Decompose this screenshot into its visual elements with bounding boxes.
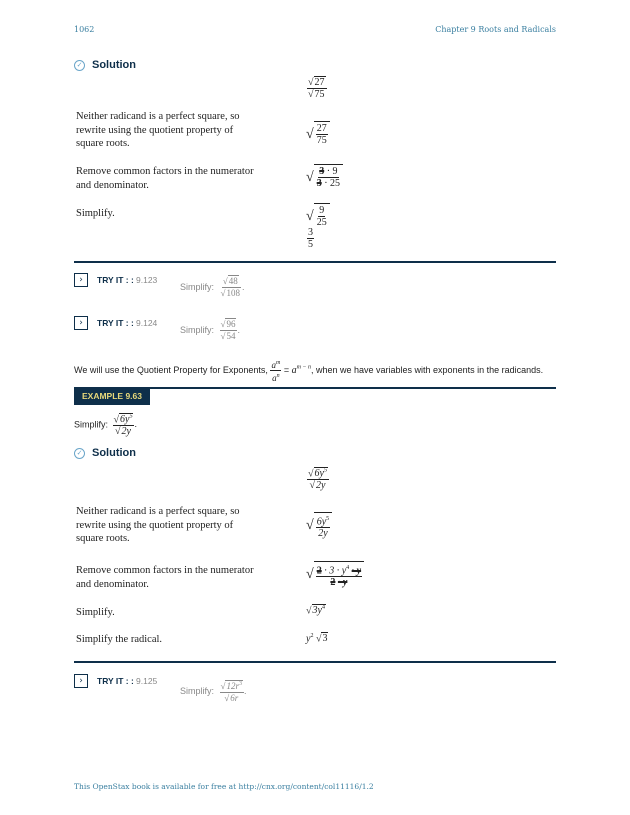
chevron-right-icon[interactable]: › [74,316,88,330]
try-it-prompt: Simplify: $\frac{√48}{√108}$ . [180,276,245,298]
try-it-label: TRY IT : : [97,275,134,285]
ex1-step-2-expr: √ $\frac{3 \cdot 9}{3 \cdot 25}$ [306,164,343,192]
try-it-number: 9.124 [136,318,158,328]
ex1-start-expr: $\frac{√27}{√75}$ [308,77,325,100]
ex2-step-4-expr: $y^2$ √3 [306,633,328,645]
ex2-step-1-text: Neither radicand is a perfect square, so rewrite using the quotient property of square roots. [76,506,240,544]
ex2-step-2-text: Remove common factors in the numerator and denominator. [76,565,254,590]
example-badge: EXAMPLE 9.63 [74,388,150,405]
try-it-number: 9.125 [136,676,158,686]
quotient-property-paragraph: We will use the Quotient Property for Exponents, $\frac{a^m}{a^n}$ = $a^{m - n}$, when we have variables with exponents in the radicands. [74,360,544,383]
example-divider [74,387,556,389]
ex2-step-3-expr: $√3y^4$ [306,605,325,617]
ex2-start-expr: $\frac{√6y^5}{√2y}$ [308,468,327,492]
ex1-step-3-text: Simplify. [76,208,115,219]
ex2-step-2-expr: √ $\frac{2 \cdot 3 \cdot y^4 \cdot y}{2 \cdot y}$ [306,561,364,589]
try-it-label: TRY IT : : [97,676,134,686]
ex1-final-expr: $\frac{3}{5}$ [308,227,313,250]
chevron-right-icon[interactable]: › [74,273,88,287]
check-circle-icon: ✓ [74,60,85,71]
try-it-number: 9.123 [136,275,158,285]
ex1-step-1-text: Neither radicand is a perfect square, so rewrite using the quotient property of square roots. [76,111,240,149]
check-circle-icon: ✓ [74,448,85,459]
ex2-step-3-text: Simplify. [76,607,115,618]
footer-link[interactable]: This OpenStax book is available for free at http://cnx.org/content/col11116/1.2 [74,782,374,791]
example-prompt: Simplify: $\frac{√6y^5}{√2y}$ . [74,414,137,438]
chapter-title: Chapter 9 Roots and Radicals [435,25,556,34]
section-divider [74,661,556,663]
ex2-step-1-expr: √ $\frac{6y^5}{2y}$ [306,512,332,540]
solution-heading: Solution [92,59,136,71]
solution-heading: Solution [92,447,136,459]
ex2-step-4-text: Simplify the radical. [76,634,163,645]
ex1-step-1-expr: √ $\frac{27}{75}$ [306,121,330,149]
chevron-right-icon[interactable]: › [74,674,88,688]
try-it-label: TRY IT : : [97,318,134,328]
page-number: 1062 [74,25,95,34]
try-it-prompt: Simplify: $\frac{√12r^3}{√6r}$ . [180,681,247,703]
try-it-prompt: Simplify: $\frac{√96}{√54}$ . [180,319,240,341]
ex1-step-3-expr: √ $\frac{9}{25}$ [306,203,330,231]
section-divider [74,261,556,263]
ex1-step-2-text: Remove common factors in the numerator and denominator. [76,166,254,191]
